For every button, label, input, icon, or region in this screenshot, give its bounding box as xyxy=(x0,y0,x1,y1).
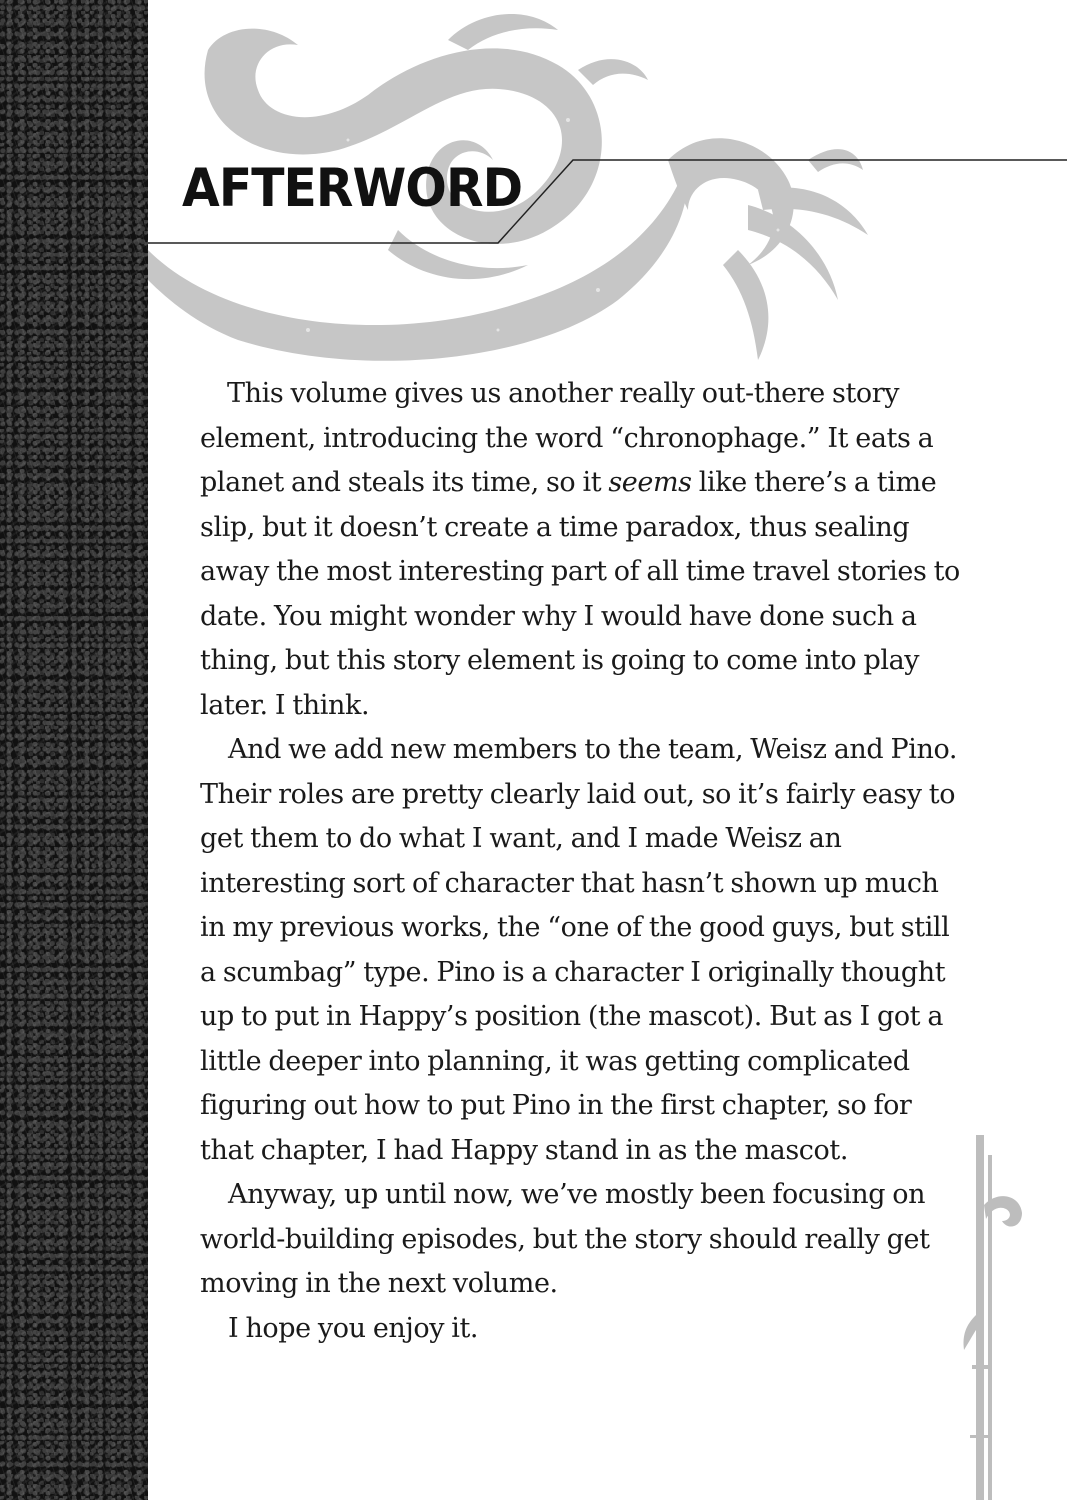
paragraph-1-text-b: like there’s a time slip, but it doesn’t create a time paradox, thus sealing away the most interesting part of all time travel stories to date. You might wonder why I would have done such a thing, but this story element is going to come into play later. I think. xyxy=(200,467,960,721)
left-texture-overlay xyxy=(0,0,148,1500)
paragraph-4: I hope you enjoy it. xyxy=(228,1312,479,1344)
paragraph-2: And we add new members to the team, Weisz and Pino. Their roles are pretty clearly laid out, so it’s fairly easy to get them to do what I want, and I made Weisz an interesting sort of character that hasn’t shown up much in my previous works, the “one of the good guys, but still a scumbag” type. Pino is a character I originally thought up to put in Happy’s position (the mascot). But as I got a little deeper into planning, it was getting complicated figuring out how to put Pino in the first chapter, so for that chapter, I had Happy stand in as the mascot. xyxy=(200,734,958,1166)
page-title: AFTERWORD xyxy=(182,158,523,219)
paragraph-3: Anyway, up until now, we’ve mostly been focusing on world-building episodes, but the story should really get moving in the next volume. xyxy=(200,1179,930,1299)
right-border-ornament xyxy=(958,1135,1028,1500)
paragraph-1 xyxy=(200,372,960,728)
paragraph-1-text-a: This volume gives us another really out-there story element, introducing the word “chronophage.” It eats a planet and steals its time, so it xyxy=(200,378,934,498)
paragraph-1-emphasis: seems xyxy=(608,467,692,498)
afterword-body xyxy=(200,372,960,1351)
